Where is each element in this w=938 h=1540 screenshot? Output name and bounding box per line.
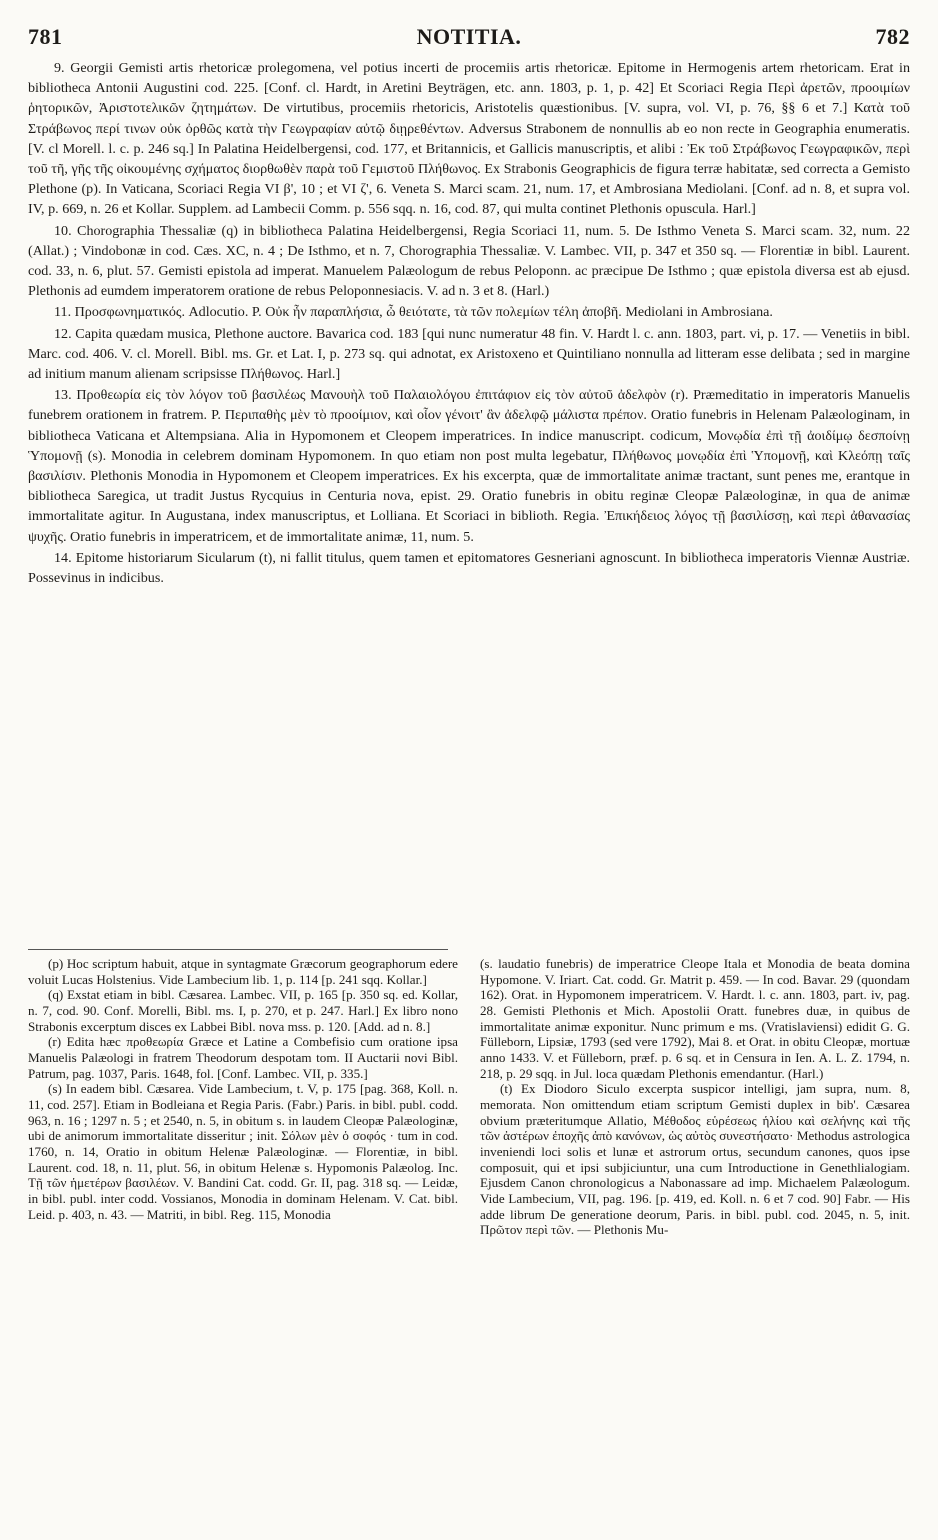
footnotes-left-column: [28, 956, 458, 1526]
footnotes-right-column: [480, 956, 910, 1526]
page-number-right: 782: [875, 24, 910, 49]
entry-14: 14. Epitome historiarum Sicularum (t), ni fallit titulus, quem tamen et epitomatores Gesneriani agnoscunt. In bibliotheca imperatoris Viennæ Austriæ. Possevinus in indicibus.: [28, 549, 910, 587]
entry-13: 13. Προθεωρία εἰς τὸν λόγον τοῦ βασιλέως Μανουὴλ τοῦ Παλαιολόγου ἐπιτάφιον εἰς τὸν αὐτοῦ ἀδελφὸν (r). Præmeditatio in imperatoris Manuelis funebrem orationem in fratrem. P. Περιπαθὴς μὲν τὸ προοίμιον, καὶ οἷον γένοιτ' ἂν ἀδελφῷ μάλιστα πρέπον. Oratio funebris in Helenam Palæologinam, in bibliotheca Vaticana et Altempsiana. Alia in Hypomonem et Cleopem imperatrices. In indice manuscript. codicum, Μονῳδία ἐπὶ τῇ ἀοιδίμῳ δεσποίνῃ Ὑπομονῇ (s). Monodia in celebrem dominam Hypomonem. In quo etiam non post multa legebatur, Πλήθωνος μονῳδία ἐπὶ Ὑπομονῇ, καὶ Κλεόπῃ ταῖς βασιλίσιν. Plethonis Monodia in Hypomonem et Cleopem imperatrices. Ex his excerpta, quæ de immortalitate animæ tractant, sunt penes me, erantque in bibliotheca Saregica, ut tradit Justus Rycquius in Centuria nova, epist. 29. Oratio funebris in obitu reginæ Cleopæ Palæologinæ, in qua de animæ immortalitate agitur. In Augustana, index manuscriptus, et Lolliana. Et Scoriaci in biblioth. Regia. Ἐπικήδειος λόγος τῇ βασιλίσσῃ, καὶ περὶ ἀθανασίας ψυχῆς. Oratio funebris in imperatricem, et de immortalitate animæ, 11, num. 5.: [28, 387, 910, 545]
footnotes: [28, 956, 910, 1526]
footnote-t: (t) Ex Diodoro Siculo excerpta suspicor intelligi, jam supra, num. 8, memorata. Non omittendum etiam scriptum Gemisti duplex in bib'. Cæsarea obvium præteritumque Allatio, Μέθοδος εὑρέσεως ἡλίου καὶ σελήνης καὶ τῆς τῶν ἀστέρων ἐποχῆς ἀπὸ κανόνων, ὡς αὐτὸς συνεστήσατο· Methodus astrologica inveniendi loci solis et lunæ et astrorum ortus, secundum canones, quos ipse composuit, qui et ipsi subjiciuntur, una cum Introductione in Genethlialogiam. Ejusdem Canon chronologicus a Nabonassare ad imp. Michaelem Palæologum. Vide Lambecium, VII, pag. 196. [p. 419, ed. Koll. n. 6 et 7 cod. 90] Fabr. — His adde librum De generatione deorum, Paris. in bibl. publ. cod. 2045, n. 5, init. Πρῶτον περὶ τῶν. — Plethonis Mu-: [480, 1081, 910, 1238]
page-header: [28, 24, 910, 54]
entry-11: 11. Προσφωνηματικός. Adlocutio. P. Οὐκ ἦν παραπλήσια, ὦ θειότατε, τὰ τῶν πολεμίων τέλη ἀποβῆ. Mediolani in Ambrosiana.: [54, 304, 773, 321]
footnote-q: (q) Exstat etiam in bibl. Cæsarea. Lambec. VII, p. 165 [p. 350 sq. ed. Kollar, n. 7, cod. 90. Conf. Morelli, Bibl. ms. I, p. 270, et p. 247. Harl.] Ex libro nono Strabonis excerptum disces ex Labbei Bibl. nova mss. p. 120. [Add. ad n. 8.]: [28, 987, 458, 1034]
footnote-s: (s) In eadem bibl. Cæsarea. Vide Lambecium, t. V, p. 175 [pag. 368, Koll. n. 11, cod. 257]. Etiam in Bodleiana et Regia Paris. (Fabr.) Paris. in bibl. publ. codd. 963, n. 16 ; 1297 n. 5 ; et 2540, n. 5, in obitum s. in laudem Cleopæ Palæologinæ, ubi de animorum immortalitate disseritur ; init. Σόλων μὲν ὁ σοφός · tum in cod. 1760, n. 14, Oratio in obitum Helenæ Palæologinæ. — Florentiæ, in bibl. Laurent. cod. 18, n. 11, plut. 56, in obitum Helenæ s. Hypomonis Palæolog. Inc. Τῇ τῶν ἡμετέρων βασιλέων. V. Bandini Cat. codd. Gr. II, pag. 318 sq. — Leidæ, in bibl. publ. inter codd. Vossianos, Monodia in dominam Helenam. V. Cat. bibl. Leid. p. 403, n. 43. — Matriti, in bibl. Reg. 115, Monodia: [28, 1081, 458, 1222]
footnote-s-continued: (s. laudatio funebris) de imperatrice Cleope Itala et Monodia de beata domina Hypomone. V. Iriart. Cat. codd. Gr. Matrit p. 459. — In cod. Bavar. 29 (quondam 162). Orat. in Hypomonem imperatricem. V. Hardt. l. c. ann. 1803, part. iv, pag. 28. Gemisti Plethonis et Mich. Apostolii Oratt. funebres duæ, in quibus de immortalitate animæ exponitur. Nunc primum e ms. (Vratislaviensi) edidit G. G. Fülleborn, Lipsiæ, 1793 (sed vere 1792), Mai 8. et Orat. in obitu Cleopæ, mortuæ anno 1433. V. et Fülleborn, præf. p. 6 sq. et in Censura in Ien. A. L. Z. 1794, n. 218, p. 29 sqq. in Jul. loca quædam Plethonis emendantur. (Harl.): [480, 956, 910, 1081]
footnote-divider: [28, 949, 448, 950]
entry-9: 9. Georgii Gemisti artis rhetoricæ prolegomena, vel potius incerti de procemiis artis rhetoricæ. Epitome in Hermogenis artem rhetoricam. Erat in bibliotheca Antonii Augustini cod. 225. [Conf. cl. Hardt, in Aretini Beyträgen, etc. ann. 1803, p. 1, p. 42] Et Scoriaci Regia Περὶ ἀρετῶν, προοιμίων ῥητορικῶν, Ἀριστοτελικῶν ζητημάτων. De virtutibus, procemiis rhetoricis, Aristotelis quæstionibus. [V. supra, vol. VI, p. 76, §§ 6 et 7.] Κατὰ τοῦ Στράβωνος περί τινων οὐκ ὀρθῶς κατὰ τὴν Γεωγραφίαν αὐτῷ διῃρεθέντων. Adversus Strabonem de nonnullis ab eo non recte in Geographia enumeratis. [V. cl Morell. l. c. p. 246 sq.] In Palatina Heidelbergensi, cod. 177, et Britannicis, et Gallicis manuscriptis, et alibi : Ἐκ τοῦ Στράβωνος Γεωγραφικῶν, περὶ τοῦ τῆ, γῆς τῆς οἰκουμένης σχήματος διορθωθὲν παρὰ τοῦ Γεμιστοῦ Πλήθωνος. Ex Strabonis Geographicis de figura terræ habitatæ, sed correcta a Gemisto Plethone (p). In Vaticana, Scoriaci Regia VI β', 10 ; et VI ζ', 6. Veneta S. Marci scam. 21, num. 17, et Ambrosiana Mediolani. [Conf. ad n. 8, et supra vol. IV, p. 669, n. 26 et Kollar. Supplem. ad Lambecii Comm. p. 556 sqq. n. 16, cod. 87, qui multa continet Plethonis opuscula. Harl.]: [28, 60, 910, 218]
entry-10: 10. Chorographia Thessaliæ (q) in bibliotheca Palatina Heidelbergensi, Regia Scoriaci 11, num. 5. De Isthmo Veneta S. Marci scam. 32, num. 22 (Allat.) ; Vindobonæ in cod. Cæs. XC, n. 4 ; De Isthmo, et n. 7, Chorographia Thessaliæ. V. Lambec. VII, p. 347 et 350 sq. — Florentiæ in bibl. Laurent. cod. 33, n. 6, plut. 57. Gemisti epistola ad imperat. Manuelem Palæologum de rebus Peloponn. ac præcipue De Isthmo ; quæ epistola diversa est ab ejusd. Plethonis ad eumdem imperatorem oratione de rebus Peloponnesiacis. V. ad n. 3 et 8. (Harl.): [28, 222, 910, 300]
footnote-p: (p) Hoc scriptum habuit, atque in syntagmate Græcorum geographorum edere voluit Lucas Holstenius. Vide Lambecium lib. 1, p. 114 [p. 241 sqq. Kollar.]: [28, 956, 458, 987]
running-title: NOTITIA.: [416, 24, 522, 49]
footnote-r: (r) Edita hæc προθεωρία Græce et Latine a Combefisio cum oratione ipsa Manuelis Palæologi in fratrem Theodorum despotam tom. II Auctarii novi Bibl. Patrum, pag. 1037, Paris. 1648, fol. [Conf. Lambec. VII, p. 335.]: [28, 1034, 458, 1081]
page-number-left: 781: [28, 24, 63, 49]
entry-12: 12. Capita quædam musica, Plethone auctore. Bavarica cod. 183 [qui nunc numeratur 48 fin. V. Hardt l. c. ann. 1803, part. vi, p. 17. — Venetiis in bibl. Marc. cod. 406. V. cl. Morell. Bibl. ms. Gr. et Lat. I, p. 273 sq. qui adnotat, ex Aristoxeno et Quintiliano nonnulla ad litteram esse delibata ; sed in margine ad initium manum alienam scripsisse Πλήθωνος. Harl.]: [28, 325, 910, 383]
main-text: [28, 58, 910, 920]
